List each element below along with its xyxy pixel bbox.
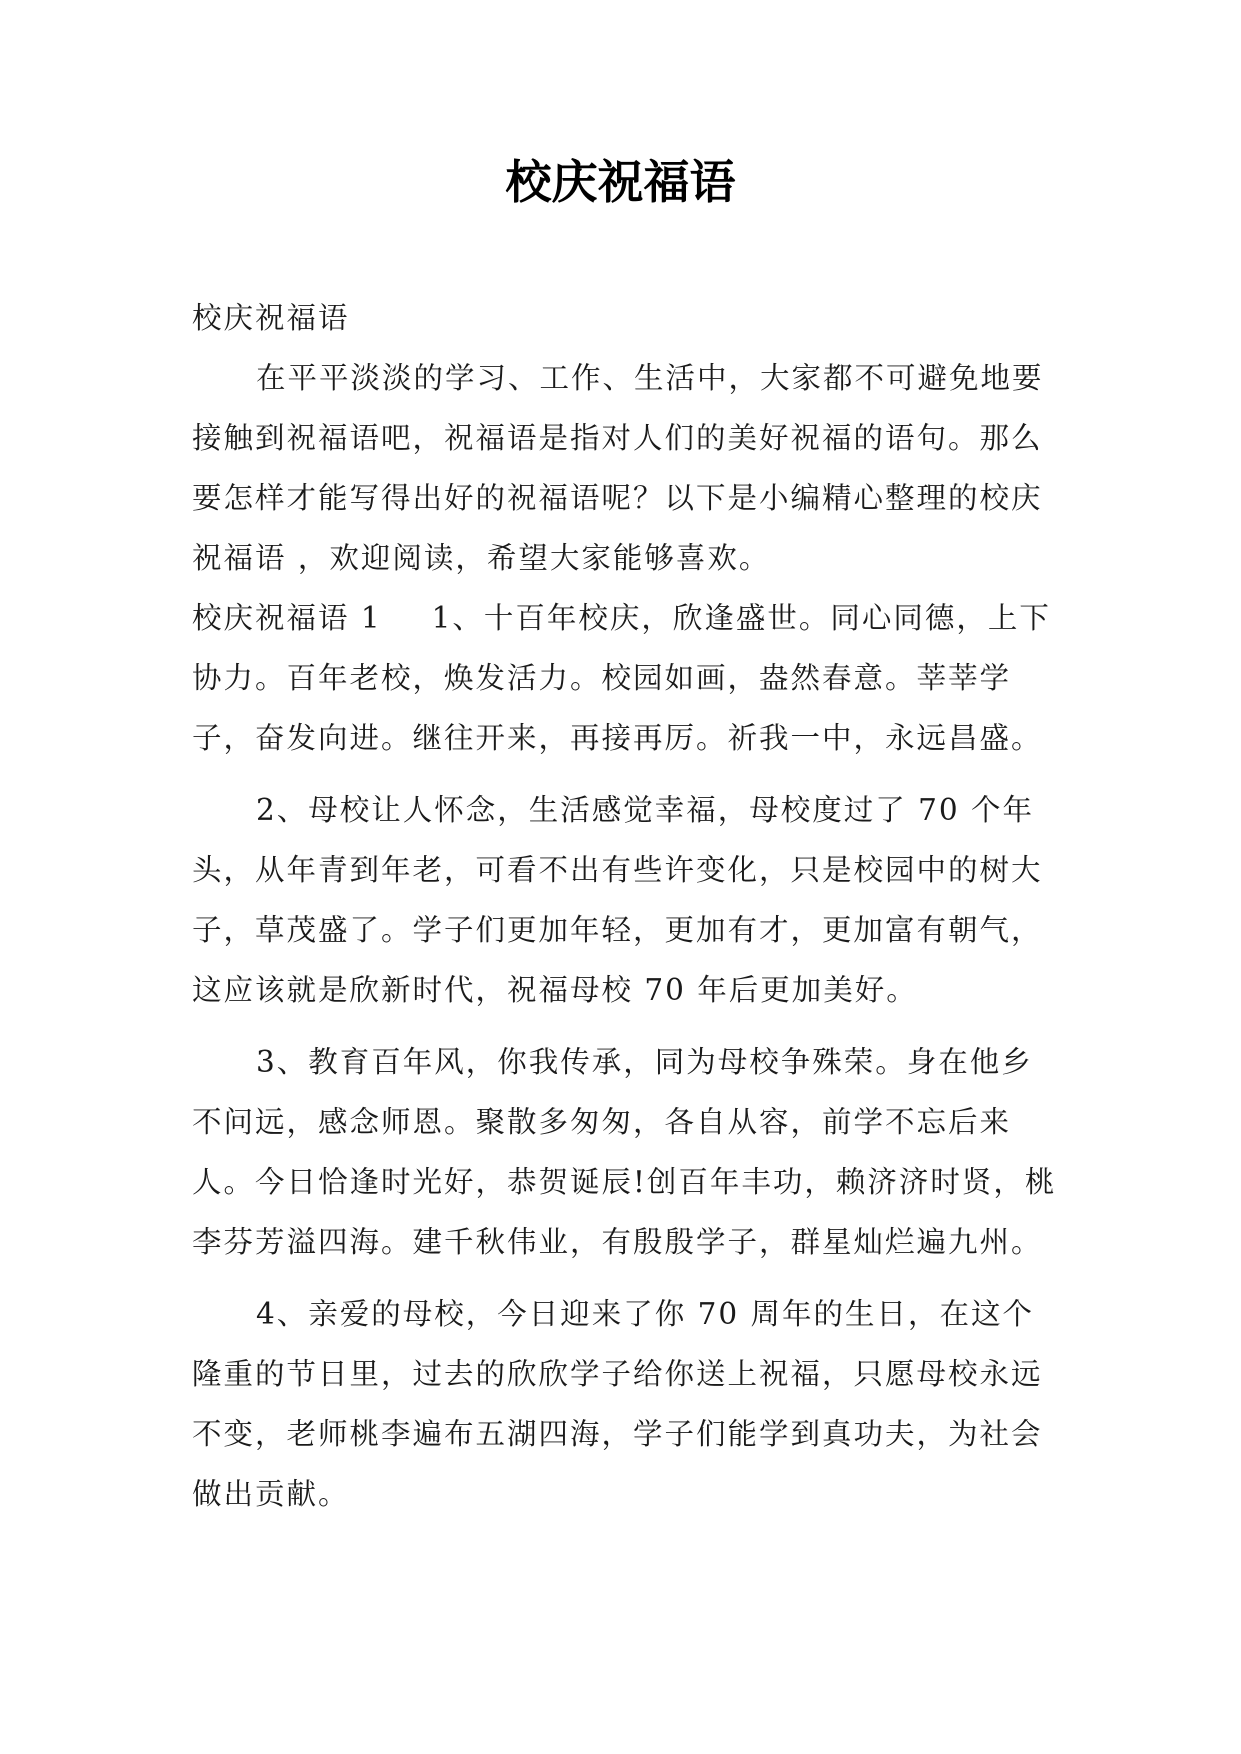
document-title: 校庆祝福语	[505, 155, 736, 209]
item-3: 3、教育百年风，你我传承，同为母校争殊荣。身在他乡不问远，感念师恩。聚散多匆匆，各自从容，前学不忘后来人。今日恰逢时光好，恭贺诞辰!创百年丰功，赖济济时贤，桃李芬芳溢四海。建千秋伟业，有殷殷学子，群星灿烂遍九州。	[192, 1045, 1057, 1259]
item-1: 1、十百年校庆，欣逢盛世。同心同德，上下协力。百年老校，焕发活力。校园如画，盎然春意。莘莘学子，奋发向进。继往开来，再接再厉。祈我一中，永远昌盛。	[192, 601, 1051, 755]
document-subtitle: 校庆祝福语	[192, 301, 350, 335]
section-label: 校庆祝福语 1	[192, 601, 382, 635]
document-body	[192, 288, 1060, 1524]
section-paragraph	[192, 588, 1060, 768]
intro-paragraph: 在平平淡淡的学习、工作、生活中，大家都不可避免地要接触到祝福语吧，祝福语是指对人们的美好祝福的语句。那么要怎样才能写得出好的祝福语呢？以下是小编精心整理的校庆祝福语 ，欢迎阅读，希望大家能够喜欢。	[192, 361, 1044, 575]
item-2: 2、母校让人怀念，生活感觉幸福，母校度过了 70 个年头，从年青到年老，可看不出有些许变化，只是校园中的树大子，草茂盛了。学子们更加年轻，更加有才，更加富有朝气，这应该就是欣新时代，祝福母校 70 年后更加美好。	[192, 793, 1043, 1007]
item-4: 4、亲爱的母校，今日迎来了你 70 周年的生日，在这个隆重的节日里，过去的欣欣学子给你送上祝福，只愿母校永远不变，老师桃李遍布五湖四海，学子们能学到真功夫，为社会做出贡献。	[192, 1297, 1043, 1511]
